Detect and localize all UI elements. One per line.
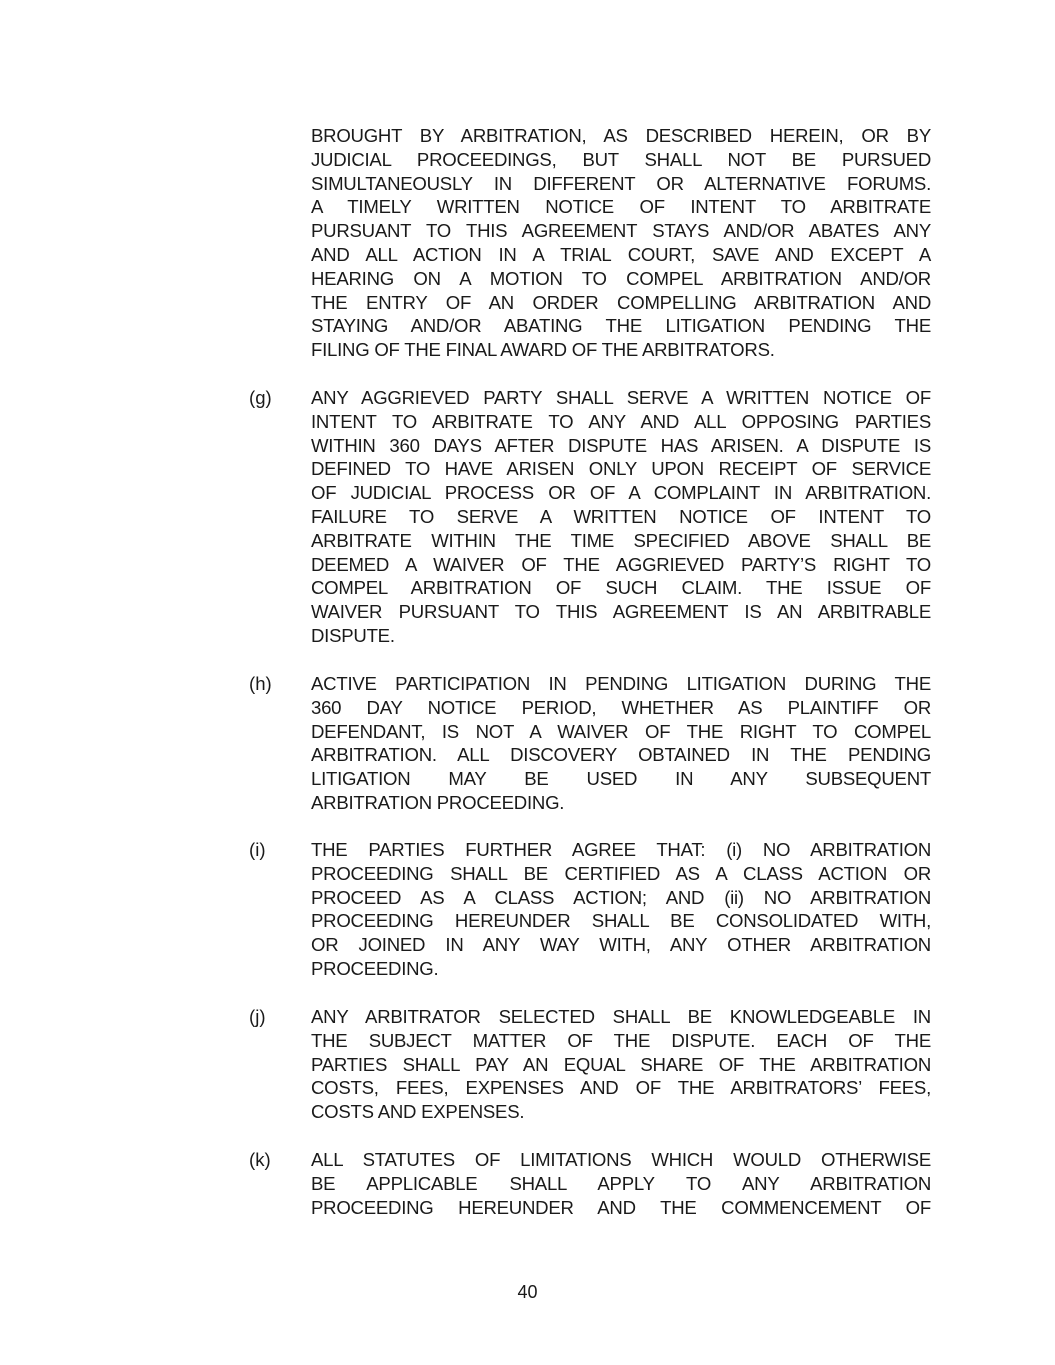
text-line: ARBITRATION PROCEEDING. <box>311 791 565 813</box>
text-line: FILING OF THE FINAL AWARD OF THE ARBITRATORS. <box>311 339 775 361</box>
text-line: ALL STATUTES OF LIMITATIONS WHICH WOULD OTHERWISE <box>311 1149 931 1170</box>
text-line: PARTIES SHALL PAY AN EQUAL SHARE OF THE ARBITRATION <box>311 1053 931 1075</box>
text-line: BROUGHT BY ARBITRATION, AS DESCRIBED HEREIN, OR BY <box>311 125 931 146</box>
text-line: ANY AGGRIEVED PARTY SHALL SERVE A WRITTEN NOTICE OF <box>311 387 931 408</box>
text-line: PROCEEDING HEREUNDER AND THE COMMENCEMENT OF <box>311 1196 931 1218</box>
page-number: 40 <box>517 1282 538 1302</box>
clause-label-g: (g) <box>249 387 272 408</box>
text-line: PURSUANT TO THIS AGREEMENT STAYS AND/OR ABATES ANY <box>311 220 931 242</box>
text-line: ACTIVE PARTICIPATION IN PENDING LITIGATION DURING THE <box>311 673 931 694</box>
text-line: INTENT TO ARBITRATE TO ANY AND ALL OPPOSING PARTIES <box>311 410 931 432</box>
clause-label-h: (h) <box>249 673 272 694</box>
text-line: FAILURE TO SERVE A WRITTEN NOTICE OF INTENT TO <box>311 505 931 527</box>
text-line: PROCEEDING HEREUNDER SHALL BE CONSOLIDATED WITH, <box>311 910 931 932</box>
text-line: PROCEEDING. <box>311 957 439 979</box>
clause-j <box>311 1005 931 1124</box>
text-line: AND ALL ACTION IN A TRIAL COURT, SAVE AND EXCEPT A <box>311 243 931 265</box>
continued-paragraph <box>311 124 931 362</box>
text-line: THE SUBJECT MATTER OF THE DISPUTE. EACH OF THE <box>311 1029 931 1051</box>
clause-k <box>311 1148 931 1219</box>
text-line: OR JOINED IN ANY WAY WITH, ANY OTHER ARBITRATION <box>311 934 931 956</box>
text-line: THE ENTRY OF AN ORDER COMPELLING ARBITRATION AND <box>311 291 931 313</box>
text-line: COSTS, FEES, EXPENSES AND OF THE ARBITRATORS’ FEES, <box>311 1077 931 1099</box>
text-line: JUDICIAL PROCEEDINGS, BUT SHALL NOT BE PURSUED <box>311 148 931 170</box>
text-line: WITHIN 360 DAYS AFTER DISPUTE HAS ARISEN. A DISPUTE IS <box>311 434 931 456</box>
clause-label-i: (i) <box>249 839 266 860</box>
clause-h <box>311 672 931 815</box>
text-line: DEEMED A WAIVER OF THE AGGRIEVED PARTY’S RIGHT TO <box>311 553 931 575</box>
text-line: THE PARTIES FURTHER AGREE THAT: (i) NO ARBITRATION <box>311 839 931 860</box>
text-line: DEFINED TO HAVE ARISEN ONLY UPON RECEIPT OF SERVICE <box>311 458 931 480</box>
clause-label-j: (j) <box>249 1006 266 1027</box>
clause-g <box>311 386 931 648</box>
text-line: DEFENDANT, IS NOT A WAIVER OF THE RIGHT TO COMPEL <box>311 720 931 742</box>
text-line: ANY ARBITRATOR SELECTED SHALL BE KNOWLEDGEABLE IN <box>311 1006 931 1027</box>
text-line: COMPEL ARBITRATION OF SUCH CLAIM. THE ISSUE OF <box>311 577 931 599</box>
text-line: A TIMELY WRITTEN NOTICE OF INTENT TO ARBITRATE <box>311 196 931 218</box>
text-line: BE APPLICABLE SHALL APPLY TO ANY ARBITRATION <box>311 1172 931 1194</box>
text-line: ARBITRATION. ALL DISCOVERY OBTAINED IN THE PENDING <box>311 744 931 766</box>
text-line: LITIGATION MAY BE USED IN ANY SUBSEQUENT <box>311 768 931 790</box>
clause-label-k: (k) <box>249 1149 271 1170</box>
clause-i <box>311 838 931 981</box>
text-line: SIMULTANEOUSLY IN DIFFERENT OR ALTERNATIVE FORUMS. <box>311 172 931 194</box>
text-line: PROCEEDING SHALL BE CERTIFIED AS A CLASS ACTION OR <box>311 862 931 884</box>
text-line: WAIVER PURSUANT TO THIS AGREEMENT IS AN ARBITRABLE <box>311 601 931 623</box>
text-line: OF JUDICIAL PROCESS OR OF A COMPLAINT IN ARBITRATION. <box>311 482 931 504</box>
text-line: STAYING AND/OR ABATING THE LITIGATION PENDING THE <box>311 315 931 337</box>
text-line: HEARING ON A MOTION TO COMPEL ARBITRATION AND/OR <box>311 267 931 289</box>
text-line: COSTS AND EXPENSES. <box>311 1101 525 1123</box>
text-line: PROCEED AS A CLASS ACTION; AND (ii) NO ARBITRATION <box>311 886 931 908</box>
text-line: 360 DAY NOTICE PERIOD, WHETHER AS PLAINTIFF OR <box>311 696 931 718</box>
text-line: DISPUTE. <box>311 624 395 646</box>
text-line: ARBITRATE WITHIN THE TIME SPECIFIED ABOVE SHALL BE <box>311 529 931 551</box>
